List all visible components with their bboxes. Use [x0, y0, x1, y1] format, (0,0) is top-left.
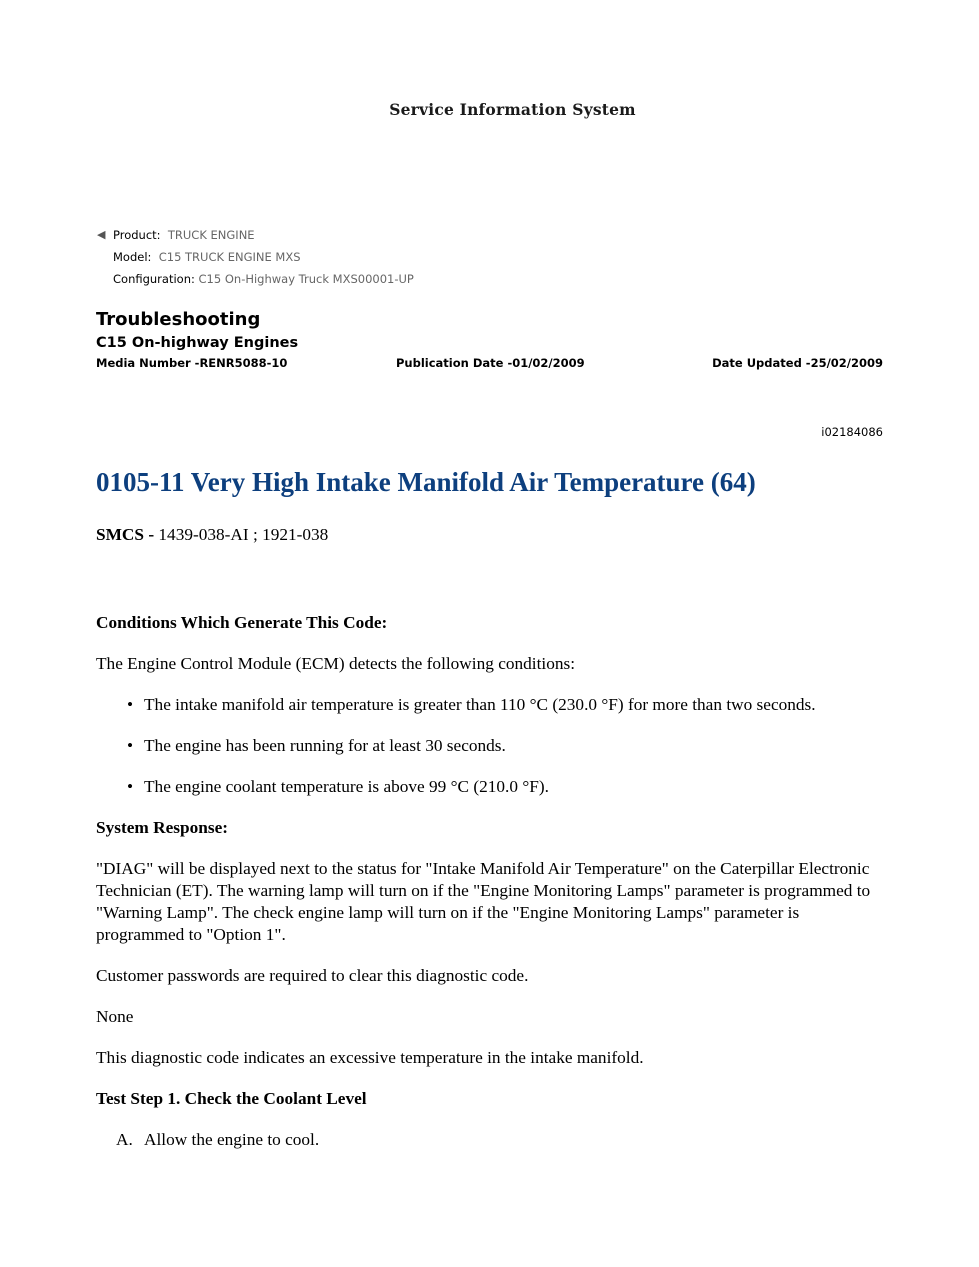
conditions-intro: The Engine Control Module (ECM) detects the following conditions: [96, 654, 575, 673]
condition-text: The engine has been running for at least 30 seconds. [144, 736, 506, 755]
media-number: Media Number -RENR5088-10 [96, 356, 288, 370]
bullet: • [127, 695, 134, 714]
system-response-text: "DIAG" will be displayed next to the status for "Intake Manifold Air Temperature" on the Caterpillar Electronic Technician (ET). The warning lamp will turn on if the "Engine Monitoring Lamps" parameter is programmed to "Warning Lamp". The check engine lamp will turn on if the "Engine Monitoring Lamps" parameter is programmed to "Option 1". [96, 859, 871, 944]
list-item [96, 1129, 886, 1151]
system-response-heading: System Response: [96, 818, 229, 837]
model-row [96, 246, 414, 268]
publication-date: Publication Date -01/02/2009 [396, 356, 585, 370]
product-row [96, 224, 414, 246]
product-label: Product: [113, 228, 161, 242]
date-updated: Date Updated -25/02/2009 [712, 356, 883, 370]
test-step-1-list [96, 1129, 886, 1151]
product-info [96, 224, 414, 290]
smcs-line [96, 524, 886, 546]
conditions-heading: Conditions Which Generate This Code: [96, 613, 388, 632]
step-text: Allow the engine to cool. [144, 1130, 320, 1149]
configuration-value: C15 On-Highway Truck MXS00001-UP [198, 272, 414, 286]
condition-text: The engine coolant temperature is above 99 °C (210.0 °F). [144, 777, 549, 796]
indicates-text: This diagnostic code indicates an excessive temperature in the intake manifold. [96, 1048, 644, 1067]
bullet: • [127, 777, 134, 796]
site-title: Service Information System [389, 100, 636, 119]
document-title: Troubleshooting [96, 309, 261, 330]
smcs-value: 1439-038-AI ; 1921-038 [154, 525, 329, 544]
step-letter: A. [116, 1130, 133, 1149]
main-content [96, 462, 886, 1151]
article-heading: 0105-11 Very High Intake Manifold Air Temperature (64) [96, 467, 756, 497]
test-step-1-heading: Test Step 1. Check the Coolant Level [96, 1089, 367, 1108]
condition-text: The intake manifold air temperature is greater than 110 °C (230.0 °F) for more than two seconds. [144, 695, 816, 714]
document-subtitle: C15 On-highway Engines [96, 335, 299, 351]
list-item [96, 776, 886, 798]
passwords-text: Customer passwords are required to clear this diagnostic code. [96, 966, 529, 985]
bullet: • [127, 736, 134, 755]
document-id: i02184086 [821, 425, 883, 439]
configuration-label: Configuration: [113, 272, 195, 286]
document-meta [96, 356, 883, 376]
configuration-row [96, 268, 414, 290]
smcs-label: SMCS - [96, 525, 155, 544]
back-arrow-icon[interactable]: ◀ [97, 228, 106, 241]
none-text: None [96, 1007, 134, 1026]
document-header [96, 308, 883, 376]
model-value: C15 TRUCK ENGINE MXS [158, 250, 301, 264]
list-item [96, 735, 886, 757]
model-label: Model: [113, 250, 152, 264]
list-item [96, 694, 886, 716]
product-value: TRUCK ENGINE [167, 228, 255, 242]
conditions-list [96, 694, 886, 798]
